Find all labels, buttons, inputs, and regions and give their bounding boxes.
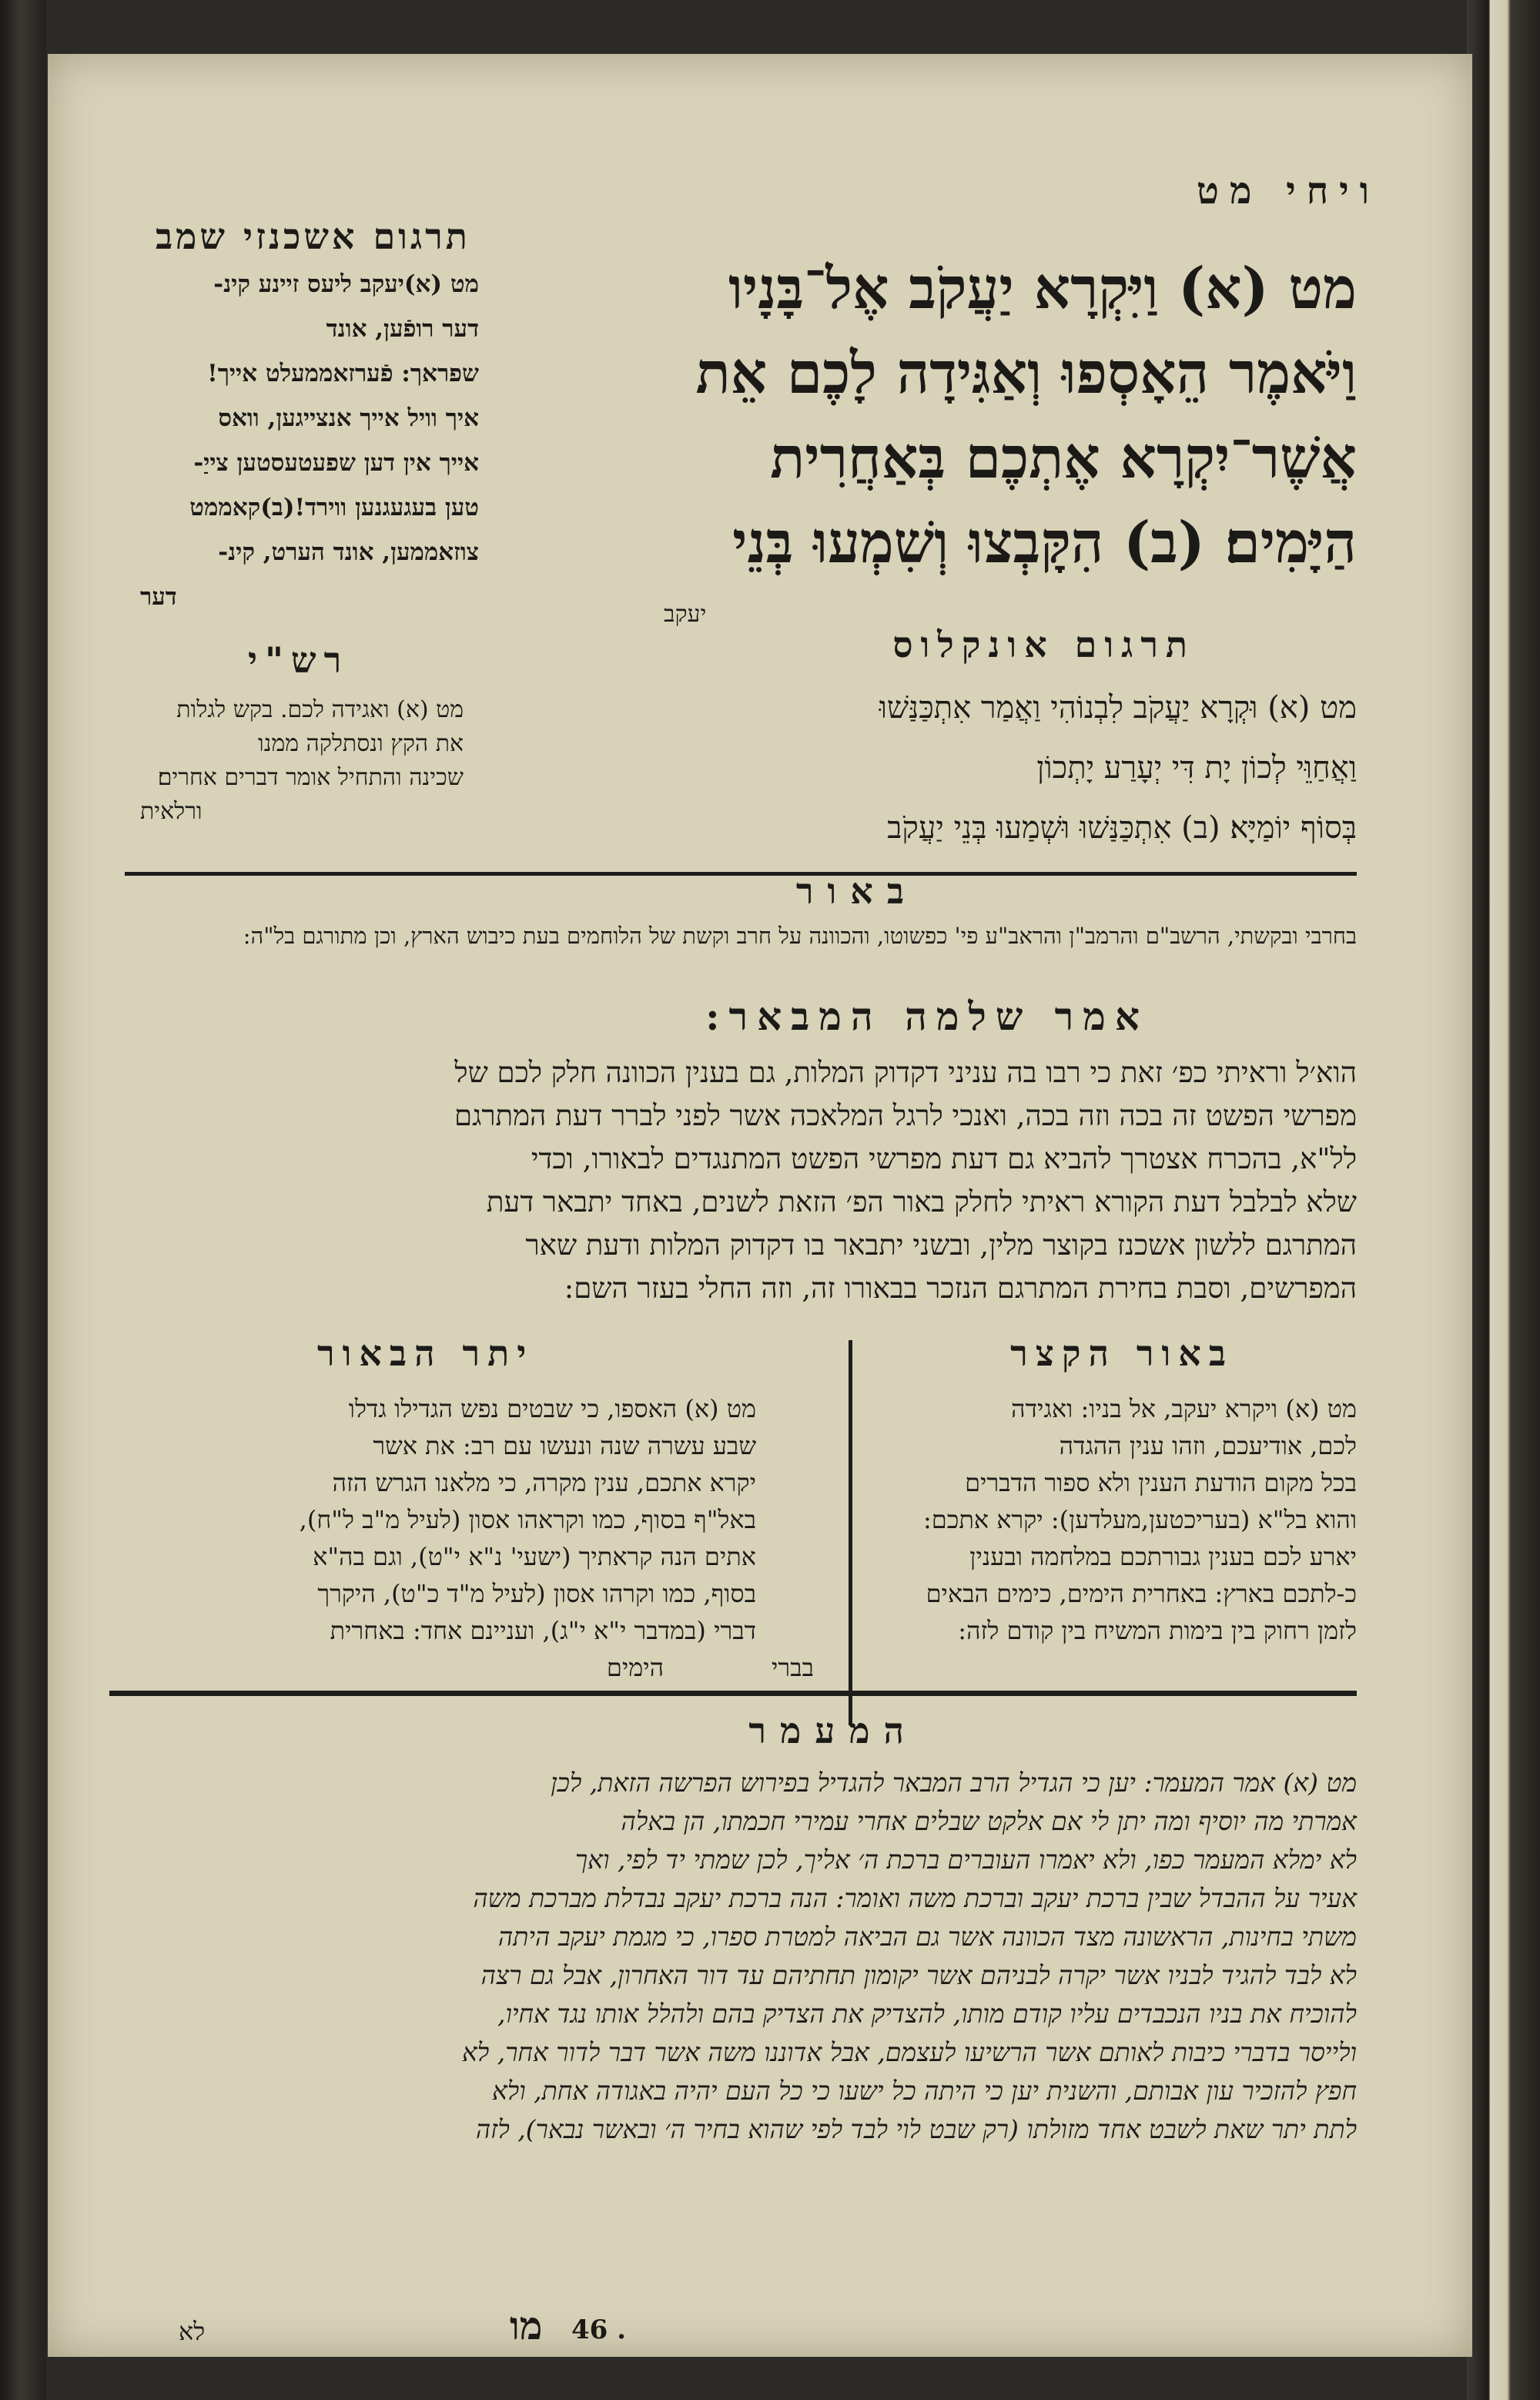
yeter-text <box>171 1390 756 1686</box>
meamer-title: המעמר <box>748 1710 918 1751</box>
ashkenaz-header: תרגום אשכנזי שמב <box>156 216 470 257</box>
katsar-line: יארע לכם בענין גבורתכם במלחמה ובענין <box>969 1542 1357 1571</box>
torah-line: מט (א) וַיִּקְרָא יַעֲקֹב אֶל־בָּנָיו <box>728 256 1357 322</box>
katsar-line: מט (א) ויקרא יעקב, אל בניו: ואגידה <box>1011 1394 1357 1423</box>
katsar-line: והוא בל"א (בעריכטען,מעלדען): יקרא אתכם: <box>922 1505 1357 1534</box>
meamer-text <box>109 1764 1357 2149</box>
divider-rule <box>109 1691 1357 1696</box>
rashi-line: ורלאית <box>140 798 203 825</box>
meamer-line: משתי בחינות, הראשונה מצד הכוונה אשר גם הביאה למטרת ספרו, כי מגמת יעקב היתה <box>497 1922 1357 1952</box>
yeter-title: יתר הבאור <box>317 1332 534 1374</box>
ashkenaz-line: צוזאממען, אונד הערט, קינ- <box>218 538 479 566</box>
katsar-line: לזמן רחוק בין בימות המשיח בין קודם לזה: <box>958 1616 1357 1645</box>
divider-rule <box>125 872 1357 876</box>
katsar-text <box>772 1390 1357 1686</box>
book-spine <box>0 0 46 2400</box>
meamer-line: אמרתי מה יוסיף ומה יתן לי אם אלקט שבלים אחרי עמירי חכמתו, הן באלה <box>621 1806 1357 1836</box>
torah-text <box>618 246 1357 628</box>
yeter-line: באל"ף בסוף, כמו וקראהו אסון (לעיל מ"ב ל"ח), <box>299 1505 756 1534</box>
torah-catchword: יעקב <box>664 601 707 628</box>
amar-line: לל"א, בהכרח אצטרך להביא גם דעת מפרשי הפשט המתנגדים לבאורו, וכדי <box>531 1142 1357 1175</box>
ashkenaz-line: טען בעגעגנען ווירד!(ב)קאממט <box>189 494 479 521</box>
yeter-line: אתים הנה קראתיך (ישעי' נ"א י"ט), וגם בה"א <box>313 1542 756 1571</box>
meamer-line: מט (א) אמר המעמר: יען כי הגדיל הרב המבאר להגדיל בפירוש הפרשה הזאת, לכן <box>551 1768 1357 1798</box>
rashi-line: את הקץ ונסתלקה ממנו <box>258 730 464 757</box>
ashkenaz-line: איך וויל אייך אנצייגען, וואס <box>218 404 479 432</box>
amar-line: שלא לבלבל דעת הקורא ראיתי לחלק באור הפ׳ הזאת לשנים, באחד יתבאר דעת <box>486 1185 1357 1218</box>
footer-catchword: לא <box>179 2317 206 2346</box>
ashkenaz-line: דער <box>140 583 177 611</box>
amar-line: הוא׳ל וראיתי כפ׳ זאת כי רבו בה עניני דקדוק המלות, גם בענין הכוונה חלק לכם של <box>454 1056 1357 1089</box>
meamer-line: לתת יתר שאת לשבט אחד מזולתו (רק שבט לוי לבד לפי שהוא בחיר ה׳ ובאשר נבאר), לזה <box>475 2114 1357 2144</box>
yeter-line: יקרא אתכם, ענין מקרה, כי מלאנו הגרש הזה <box>332 1468 756 1497</box>
meamer-line: להוכיח את בניו הנכבדים עליו קודם מותו, להצדיק את הצדיק בהם ולהלל אותו נגד אחיו, <box>497 1999 1357 2029</box>
page-number: 46 . <box>571 2315 626 2345</box>
katsar-line: בכל מקום הודעת הענין ולא ספור הדברים <box>965 1468 1357 1497</box>
ashkenaz-line: אייך אין דען שפעטעסטען צייַ- <box>193 449 479 477</box>
onkelos-line: בְּסוֹף יוֹמַיָּא׃ (ב) אִתְכַּנַּשׁוּ וּשְׁמַעוּ בְּנֵי יַעֲקֹב <box>887 810 1357 846</box>
yeter-line: שבע עשרה שנה ונעשו עם רב: את אשר <box>373 1431 756 1460</box>
yeter-line: הימים <box>606 1653 664 1682</box>
onkelos-text <box>633 678 1357 858</box>
torah-line: וַיֹּאמֶר הֵאָסְפוּ וְאַגִּידָה לָכֶם אֵת <box>695 340 1357 407</box>
biur-title: באור <box>795 870 918 912</box>
amar-title: אמר שלמה המבאר: <box>705 994 1149 1039</box>
rashi-line: מט (א) ואגידה לכם. בקש לגלות <box>176 696 464 723</box>
rashi-title: רש"י <box>248 639 350 681</box>
rashi-text <box>140 693 464 829</box>
yeter-line: בסוף, כמו וקרהו אסון (לעיל מ"ד כ"ט), היקרך <box>317 1579 756 1608</box>
ashkenaz-line: דער רופֿען, אונד <box>326 315 479 343</box>
page-edges <box>1467 0 1540 2400</box>
yeter-line: מט (א) האספו, כי שבטים נפש הגדילו גדלו <box>348 1394 756 1423</box>
ashkenaz-line: שפראך: פֿערזאממעלט אייך! <box>207 360 479 387</box>
katsar-line: לכם, אודיעכם, וזהו ענין ההגדה <box>1059 1431 1357 1460</box>
meamer-line: ולייסר בדברי כיבות לאותם אשר הרשיעו לעצמם, אבל אדוננו משה אשר דבר לדור אחר, לא <box>462 2037 1357 2067</box>
ashkenaz-line: מט (א)יעקב ליעס זיינע קינ- <box>213 270 479 298</box>
meamer-line: אעיר על ההבדל שבין ברכת יעקב וברכת משה ואומר: הנה ברכת יעקב נבדלת מברכת משה <box>473 1883 1357 1913</box>
yeter-line: דברי (במדבר י"א י"ג), ועניינם אחד: באחרית <box>330 1616 756 1645</box>
rashi-line: שכינה והתחיל אומר דברים אחרים׃ <box>157 764 464 791</box>
katsar-line: כ-לתכם בארץ: באחרית הימים, כימים הבאים <box>926 1579 1357 1608</box>
meamer-line: לא ימלא המעמר כפו, ולא יאמרו העוברים ברכת ה׳ אליך, לכן שמתי יד לפי, ואך <box>574 1845 1357 1875</box>
onkelos-line: מט (א) וּקְרָא יַעֲקֹב לִבְנוֹהִי וַאֲמַר אִתְכַּנַּשׁוּ <box>879 690 1357 726</box>
katsar-title: באור הקצר <box>1010 1332 1234 1374</box>
ashkenaz-translation <box>140 262 479 619</box>
meamer-line: חפץ להזכיר עון אבותם, והשנית יען כי היתה כל ישעו כי כל העם יהיה באגודה אחת, ולא <box>492 2076 1357 2106</box>
amar-line: המתרגם ללשון אשכנז בקוצר מלין, ובשני יתבאר בו דקדוק המלות ודעת שאר <box>525 1228 1357 1262</box>
book-page <box>48 54 1472 2357</box>
amar-line: המפרשים, וסבת בחירת המתרגם הנזכר בבאורו זה, וזה החלי בעזר השם: <box>564 1272 1357 1305</box>
onkelos-line: וַאֲחַוֵּי לְכוֹן יָת דִּי יְעָרַע יָתְכוֹן <box>1036 750 1357 786</box>
onkelos-title: תרגום אונקלוס <box>892 624 1195 665</box>
torah-line: אֲשֶׁר־יִקְרָא אֶתְכֶם בְּאַחֲרִית <box>770 425 1357 491</box>
amar-line: מפרשי הפשט זה בכה וזה בכה, ואנכי לרגל המלאכה אשר לפני לברר דעת המתרגם <box>454 1099 1357 1132</box>
parasha-header: ויחי מט <box>1196 169 1380 213</box>
column-divider <box>849 1340 852 1725</box>
katsar-line: בברי <box>772 1653 814 1682</box>
hebrew-page-number: מו <box>510 2303 543 2348</box>
biur-text: בחרבי ובקשתי, הרשב"ם והרמב"ן והראב"ע פי' כפשוטו, והכוונה על חרב וקשת של הלוחמים בעת כיבוש הארץ, וכן מתורגם בל"ה: <box>243 923 1357 949</box>
amar-text <box>109 1051 1357 1310</box>
meamer-line: לא לבד להגיד לבניו אשר יקרה לבניהם אשר יקומון תחתיהם עד דור האחרון, אבל גם רצה <box>480 1960 1357 1990</box>
torah-line: הַיָּמִים׃ (ב) הִקָּבְצוּ וְשִׁמְעוּ בְּנֵי <box>732 510 1357 576</box>
